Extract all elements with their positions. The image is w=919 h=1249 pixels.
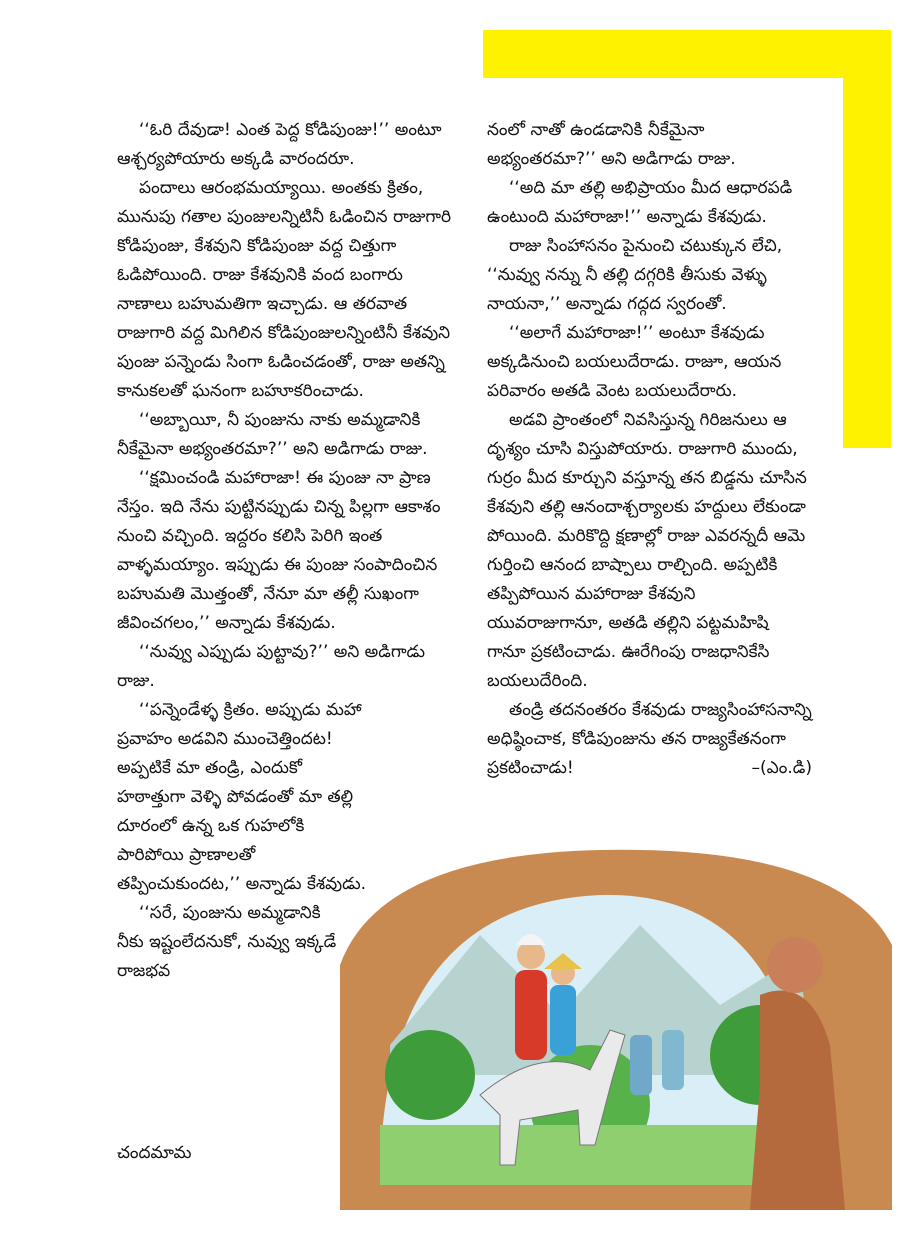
paragraph: ‘‘క్షమించండి మహారాజా! ఈ పుంజు నా ప్రాణ నేస్తం. ఇది నేను పుట్టినప్పుడు చిన్న పిల్లగా ఆకాశం నుంచి వచ్చింది. ఇద్దరం కలిసి పెరిగి ఇంత వాళ్ళమయ్యాం. ఇప్పుడు ఈ పుంజు సంపాదించిన బహుమతి మొత్తంతో, నేనూ మా తల్లీ సుఖంగా జీవించగలం,’’ అన్నాడు కేశవుడు. <box>117 468 441 633</box>
paragraph: ‘‘ఓరి దేవుడా! ఎంత పెద్ద కోడిపుంజు!’’ అంటూ ఆశ్చర్యపోయారు అక్కడి వారందరూ. <box>117 120 442 169</box>
paragraph: నంలో నాతో ఉండడానికి నీకేమైనా అభ్యంతరమా?’’ అని అడిగాడు రాజు. <box>487 120 736 169</box>
paragraph: అడవి ప్రాంతంలో నివసిస్తున్న గిరిజనులు ఆ దృశ్యం చూసి విస్తుపోయారు. రాజుగారి ముందు, గుర్రం మీద కూర్చుని వస్తూన్న తన బిడ్డను చూసిన కేశవుని తల్లి ఆనందాశ్చర్యాలకు హద్దులు లేకుండా పోయింది. మరికొద్ది క్షణాల్లో రాజు ఎవరన్నదీ ఆమె గుర్తించి ఆనంద బాష్పాలు రాల్చింది. అప్పటికి తప్పిపోయిన మహారాజు కేశవుని యువరాజుగానూ, అతడి తల్లిని పట్టమహిషి గానూ ప్రకటించాడు. ఊరేగింపు రాజధానికేసి బయలుదేరింది. <box>487 410 807 691</box>
paragraph: ‘‘సరే, పుంజును అమ్మడానికి నీకు ఇష్టంలేదనుకో, నువ్వు ఇక్కడే రాజభవ <box>117 903 337 981</box>
closing-text: తండ్రి తదనంతరం కేశవుడు రాజ్యసింహాసనాన్ని అధిష్ఠించాక, కోడిపుంజును తన రాజ్యకేతనంగా ప్రకటించాడు! <box>487 700 812 778</box>
paragraph: ‘‘పన్నెండేళ్ళ క్రితం. అప్పుడు మహా ప్రవాహం అడవిని ముంచెత్తిందట! అప్పటికే మా తండ్రి, ఎందుకో హఠాత్తుగా వెళ్ళి పోవడంతో మా తల్లి దూరంలో ఉన్న ఒక గుహలోకి పారిపోయి ప్రాణాలతో తప్పించుకుందట,’’ అన్నాడు కేశవుడు. <box>117 700 367 894</box>
paragraph: రాజు సింహాసనం పైనుంచి చటుక్కున లేచి, ‘‘నువ్వు నన్ను నీ తల్లి దగ్గరికి తీసుకు వెళ్ళు నాయనా,’’ అన్నాడు గద్గద స్వరంతో. <box>487 236 783 314</box>
paragraph: పందాలు ఆరంభమయ్యాయి. అంతకు క్రితం, మునుపు గతాల పుంజులన్నిటినీ ఓడించిన రాజుగారి కోడిపుంజు, కేశవుని కోడిపుంజు వద్ద చిత్తుగా ఓడిపోయింది. రాజు కేశవునికి వంద బంగారు నాణాలు బహుమతిగా ఇచ్చాడు. ఆ తరవాత రాజుగారి వద్ద మిగిలిన కోడిపుంజులన్నింటినీ కేశవుని పుంజు పన్నెండు సింగా ఓడించడంతో, రాజు అతన్ని కానుకలతో ఘనంగా బహూకరించాడు. <box>117 178 452 401</box>
paragraph: ‘‘నువ్వు ఎప్పుడు పుట్టావు?’’ అని అడిగాడు రాజు. <box>117 642 425 691</box>
yellow-accent-band-right <box>843 30 891 448</box>
paragraph: ‘‘అది మా తల్లి అభిప్రాయం మీద ఆధారపడి ఉంటుంది మహారాజా!’’ అన్నాడు కేశవుడు. <box>487 178 793 227</box>
yellow-accent-band-top <box>483 30 891 78</box>
paragraph <box>487 696 812 783</box>
paragraph: ‘‘అబ్బాయీ, నీ పుంజును నాకు అమ్మడానికి నీకేమైనా అభ్యంతరమా?’’ అని అడిగాడు రాజు. <box>117 410 428 459</box>
story-column-right <box>487 116 812 783</box>
byline: –(ఎం.డి) <box>751 758 812 778</box>
magazine-footer: చందమామ <box>117 1143 192 1163</box>
paragraph: ‘‘అలాగే మహారాజా!’’ అంటూ కేశవుడు అక్కడినుంచి బయలుదేరాడు. రాజూ, ఆయన పరివారం అతడి వెంట బయలుదేరారు. <box>487 323 782 401</box>
cave-scene-illustration-icon <box>340 845 892 1210</box>
